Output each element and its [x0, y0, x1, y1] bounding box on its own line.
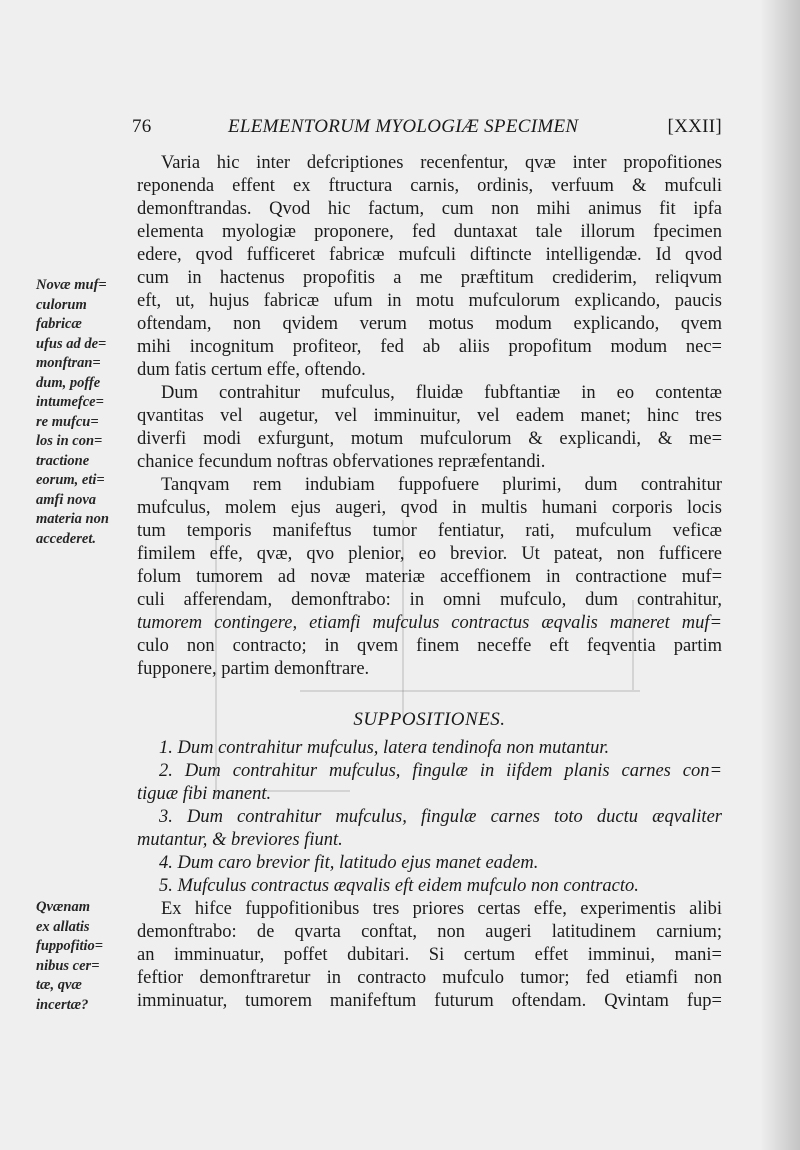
margin-note-line: nibus cer=	[36, 957, 100, 974]
text-line: feftior demonftraretur in contracto mufculo tumor; fed etiamfi non	[137, 968, 722, 988]
supposition-item: 3. Dum contrahitur mufculus, fingulæ carnes toto ductu æqvaliter	[159, 807, 722, 827]
text-line: Ex hifce fuppofitionibus tres priores certas effe, experimentis alibi	[161, 899, 722, 919]
text-line: cum in hactenus propofitis a me præftitum crediderim, reliqvum	[137, 268, 722, 288]
text-line: demonftrandas. Qvod hic factum, cum non mihi animus fit ipfa	[137, 199, 722, 219]
margin-note-line: monftran=	[36, 355, 101, 371]
text-line: folum tumorem ad novæ materiæ acceffionem in contractione muf=	[137, 567, 722, 587]
text-line: mufculus, molem ejus augeri, qvod in multis humani corporis locis	[137, 498, 722, 518]
bleed-through-line	[300, 690, 640, 692]
supposition-item: 1. Dum contrahitur mufculus, latera tendinofa non mutantur.	[159, 738, 610, 758]
text-line: culi afferendam, demonftrabo: in omni mufculo, dum contrahitur,	[137, 590, 722, 610]
text-line: elementa myologiæ proponere, fed duntaxat tale illorum fpecimen	[137, 222, 722, 242]
margin-note	[36, 898, 131, 1015]
margin-note-line: fabricæ	[36, 316, 82, 332]
margin-note-line: Novæ muf=	[36, 277, 107, 293]
supposition-item: 5. Mufculus contractus æqvalis eft eidem mufculo non contracto.	[159, 876, 639, 896]
margin-note	[36, 276, 131, 549]
text-line: demonftrabo: de qvarta conftat, non augeri latitudinem carnium;	[137, 922, 722, 942]
margin-note-line: materia non	[36, 511, 109, 527]
supposition-item-continued: tiguæ fibi manent.	[137, 784, 272, 804]
text-line: qvantitas vel augetur, vel imminuitur, vel eadem manet; hinc tres	[137, 406, 722, 426]
margin-note-line: eorum, eti=	[36, 472, 105, 488]
text-line: imminuatur, tumorem manifeftum futurum oftendam. Qvintam fup=	[137, 991, 722, 1011]
running-title: ELEMENTORUM MYOLOGIÆ SPECIMEN	[228, 116, 579, 137]
margin-note-line: tæ, qvæ	[36, 977, 82, 993]
margin-note-line: intumefce=	[36, 394, 104, 410]
text-line: Dum contrahitur mufculus, fluidæ fubftantiæ in eo contentæ	[161, 383, 722, 403]
margin-note-line: Qvænam	[36, 899, 90, 915]
margin-note-line: culorum	[36, 296, 87, 313]
text-line: Tanqvam rem indubiam fuppofuere plurimi, dum contrahitur	[161, 475, 722, 495]
text-line: tum temporis manifeftus tumor fentiatur, rati, mufculum veficæ	[137, 521, 722, 541]
text-line: tumorem contingere, etiamfi mufculus contractus æqvalis maneret muf=	[137, 613, 722, 633]
margin-note-line: ufus ad de=	[36, 335, 107, 352]
section-heading: SUPPOSITIONES.	[353, 709, 506, 730]
text-line: dum fatis certum effe, oftendo.	[137, 360, 366, 380]
paragraph	[137, 382, 722, 474]
text-line: fupponere, partim demonftrare.	[137, 659, 370, 679]
text-line: fimilem effe, qvæ, qvo plenior, eo brevior. Ut pateat, non fufficere	[137, 544, 722, 564]
paragraph	[137, 152, 722, 382]
text-line: reponenda effent ex ftructura carnis, ordinis, verfuum & mufculi	[137, 176, 722, 196]
margin-note-line: tractione	[36, 452, 90, 469]
text-line: oftendam, non qvidem verum motus modum explicando, qvem	[137, 314, 722, 334]
section-number: [XXII]	[667, 116, 722, 137]
margin-note-line: amfi nova	[36, 491, 97, 508]
margin-note-line: ex allatis	[36, 918, 90, 935]
running-header	[132, 116, 732, 140]
text-line: mihi incognitum profiteor, fed ab aliis propofitum modum nec=	[137, 337, 722, 357]
margin-note-line: accederet.	[36, 530, 96, 547]
text-line: culo non contracto; in qvem finem neceffe eft feqventia partim	[137, 636, 722, 656]
text-line: Varia hic inter defcriptiones recenfentur, qvæ inter propofitiones	[161, 153, 722, 173]
text-line: diverfi modi exfurgunt, motum mufculorum & explicandi, & me=	[137, 429, 722, 449]
text-line: eft, ut, hujus fabricæ ufum in motu mufculorum explicando, paucis	[137, 291, 722, 311]
margin-note-line: los in con=	[36, 433, 103, 449]
text-line: edere, qvod fufficeret fabricæ mufculi diftincte intelligendæ. Id qvod	[137, 245, 722, 265]
text-line: an imminuatur, poffet dubitari. Si certum effet imminui, mani=	[137, 945, 722, 965]
margin-note-line: dum, poffe	[36, 374, 101, 391]
page-edge-shadow	[760, 0, 800, 1150]
supposition-item: 4. Dum caro brevior fit, latitudo ejus manet eadem.	[159, 853, 539, 873]
margin-note-line: incertæ?	[36, 996, 89, 1013]
paragraph	[137, 474, 722, 681]
suppositions-list	[137, 737, 722, 898]
supposition-item-continued: mutantur, & breviores fiunt.	[137, 830, 343, 850]
text-line: chanice fecundum noftras obfervationes repræfentandi.	[137, 452, 546, 472]
paragraph	[137, 898, 722, 1013]
supposition-item: 2. Dum contrahitur mufculus, fingulæ in iifdem planis carnes con=	[159, 761, 722, 781]
margin-note-line: re mufcu=	[36, 413, 99, 430]
margin-note-line: fuppofitio=	[36, 938, 104, 954]
page-number: 76	[132, 116, 152, 137]
